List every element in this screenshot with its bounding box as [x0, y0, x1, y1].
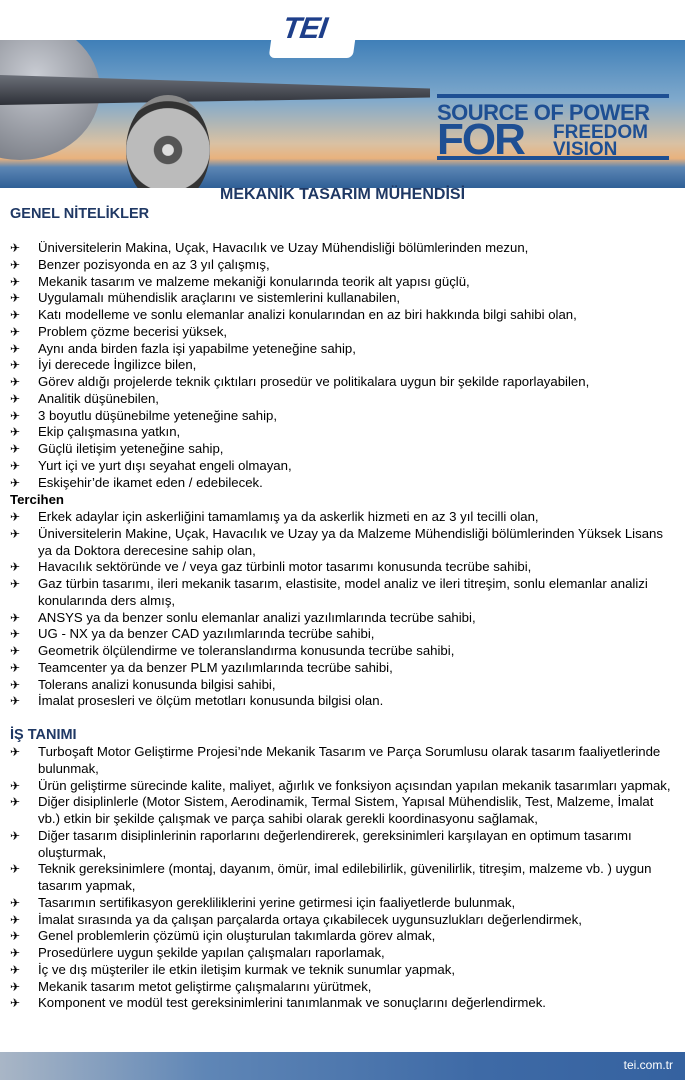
list-item-text: Prosedürlere uygun şekilde yapılan çalışmaları raporlamak, — [38, 945, 385, 960]
list-item-text: UG - NX ya da benzer CAD yazılımlarında tecrübe sahibi, — [38, 626, 375, 642]
airplane-icon: ✈ — [10, 408, 21, 423]
airplane-icon: ✈ — [10, 560, 21, 575]
list-item — [0, 794, 685, 828]
list-item-text: Eskişehir’de ikamet eden / edebilecek. — [38, 474, 263, 490]
list-item — [0, 928, 685, 945]
airplane-icon: ✈ — [10, 778, 21, 793]
airplane-icon: ✈ — [10, 745, 21, 759]
airplane-icon: ✈ — [10, 912, 21, 927]
list-item-text: Ekip çalışmasına yatkın, — [38, 424, 181, 440]
list-item-text: Turboşaft Motor Geliştirme Projesi’nde Mekanik Tasarım ve Parça Sorumlusu olarak tasarım faaliyetlerinde bulunmak, — [38, 744, 661, 776]
list-item — [0, 257, 685, 274]
airplane-icon: ✈ — [10, 425, 21, 440]
list-item — [0, 240, 685, 257]
list-item — [0, 458, 685, 475]
airplane-icon: ✈ — [10, 257, 21, 272]
airplane-icon: ✈ — [10, 828, 21, 843]
airplane-icon: ✈ — [10, 627, 21, 642]
list-item — [0, 610, 685, 627]
list-item-text: Komponent ve modül test gereksinimlerini tanımlanmak ve sonuçlarını değerlendirmek. — [38, 995, 546, 1011]
list-item — [0, 324, 685, 341]
list-item — [0, 391, 685, 408]
list-item-text: İyi derecede İngilizce bilen, — [38, 357, 197, 373]
list-item-text: Analitik düşünebilen, — [38, 390, 159, 406]
airplane-icon: ✈ — [10, 962, 21, 977]
airplane-icon: ✈ — [10, 644, 21, 658]
airplane-icon: ✈ — [10, 979, 21, 994]
list-item — [0, 693, 685, 710]
tercihen-list — [0, 509, 685, 710]
list-item — [0, 945, 685, 962]
list-item-text: Teamcenter ya da benzer PLM yazılımlarında tecrübe sahibi, — [38, 659, 393, 675]
list-item-text: ANSYS ya da benzer sonlu elemanlar analizi yazılımlarında tecrübe sahibi, — [38, 609, 476, 625]
airplane-icon: ✈ — [10, 391, 21, 406]
list-item-text: Mekanik tasarım metot geliştirme çalışmalarını yürütmek, — [38, 978, 372, 994]
list-item — [0, 962, 685, 979]
list-item-text: Teknik gereksinimlere (montaj, dayanım, ömür, imal edilebilirlik, güvenilirlik, titreşim, malzeme vb. ) uygun tasarım yapmak, — [38, 861, 652, 893]
list-item — [0, 274, 685, 291]
list-item-text: Güçlü iletişim yeteneğine sahip, — [38, 441, 224, 456]
airplane-wing — [0, 75, 430, 105]
list-item — [0, 895, 685, 912]
section-heading-tercihen: Tercihen — [10, 492, 64, 507]
airplane-icon: ✈ — [10, 358, 21, 373]
list-item — [0, 912, 685, 929]
airplane-icon: ✈ — [10, 291, 21, 306]
list-item — [0, 307, 685, 324]
footer-url: tei.com.tr — [623, 1058, 673, 1072]
airplane-icon: ✈ — [10, 996, 21, 1011]
list-item-text: Uygulamalı mühendislik araçlarını ve sistemlerini kullanabilen, — [38, 290, 401, 306]
list-item-text: İmalat sırasında ya da çalışan parçalarda ortaya çıkabilecek uygunsuzlukları değerlendirmek, — [38, 911, 582, 927]
list-item-text: Katı modelleme ve sonlu elemanlar analizi konularından en az biri hakkında bilgi sahibi olan, — [38, 307, 577, 322]
list-item-text: Benzer pozisyonda en az 3 yıl çalışmış, — [38, 256, 270, 272]
list-item-text: Yurt içi ve yurt dışı seyahat engeli olmayan, — [38, 457, 292, 473]
airplane-icon: ✈ — [10, 475, 21, 490]
airplane-icon: ✈ — [10, 510, 21, 524]
list-item-text: Tolerans analizi konusunda bilgisi sahibi, — [38, 676, 276, 692]
list-item-text: Mekanik tasarım ve malzeme mekaniği konularında teorik alt yapısı güçlü, — [38, 273, 470, 289]
list-item-text: Erkek adaylar için askerliğini tamamlamış ya da askerlik hizmeti en az 3 yıl tecilli olan, — [38, 509, 539, 524]
list-item — [0, 357, 685, 374]
list-item — [0, 408, 685, 425]
list-item-text: Geometrik ölçülendirme ve toleranslandırma konusunda tecrübe sahibi, — [38, 643, 455, 658]
genel-list — [0, 240, 685, 491]
list-item — [0, 778, 685, 795]
list-item — [0, 677, 685, 694]
list-item-text: Tasarımın sertifikasyon gerekliliklerini yerine getirmesi için faaliyetlerde bulunmak, — [38, 894, 516, 910]
airplane-icon: ✈ — [10, 694, 21, 709]
slogan-words: FREEDOM VISION — [553, 122, 648, 160]
list-item — [0, 744, 685, 778]
list-item — [0, 995, 685, 1012]
tei-logo: TEI — [269, 10, 360, 58]
list-item-text: Üniversitelerin Makine, Uçak, Havacılık ve Uzay ya da Malzeme Mühendisliği bölümlerinden Yüksek Lisans ya da Doktora derecesine sahip olan, — [38, 525, 663, 558]
list-item — [0, 341, 685, 358]
airplane-icon: ✈ — [10, 946, 21, 960]
list-item — [0, 290, 685, 307]
header-banner — [0, 40, 685, 188]
airplane-icon: ✈ — [10, 308, 21, 322]
airplane-icon: ✈ — [10, 610, 21, 625]
airplane-icon: ✈ — [10, 660, 21, 675]
slogan — [437, 94, 669, 164]
airplane-icon: ✈ — [10, 677, 21, 692]
list-item-text: Diğer tasarım disiplinlerinin raporlarını değerlendirerek, gereksinimleri karşılayan en optimum tasarımı oluşturmak, — [38, 827, 632, 860]
list-item — [0, 861, 685, 895]
list-item — [0, 979, 685, 996]
airplane-icon: ✈ — [10, 895, 21, 910]
list-item — [0, 559, 685, 576]
airplane-icon: ✈ — [10, 862, 21, 877]
list-item-text: Aynı anda birden fazla işi yapabilme yeteneğine sahip, — [38, 340, 356, 356]
list-item-text: Problem çözme becerisi yüksek, — [38, 323, 228, 339]
is-tanimi-list — [0, 744, 685, 1012]
airplane-icon: ✈ — [10, 375, 21, 389]
list-item-text: Gaz türbin tasarımı, ileri mekanik tasarım, elastisite, model analiz ve ileri titreşim, sonlu elemanlar analizi konularında ders almış, — [38, 576, 648, 608]
list-item-text: 3 boyutlu düşünebilme yeteneğine sahip, — [38, 407, 278, 423]
list-item-text: Görev aldığı projelerde teknik çıktıları prosedür ve politikalara uygun bir şekilde raporlayabilen, — [38, 374, 590, 389]
slogan-line1: SOURCE OF POWER — [437, 100, 650, 125]
airplane-icon: ✈ — [10, 929, 21, 944]
airplane-icon: ✈ — [10, 274, 21, 289]
list-item-text: İç ve dış müşteriler ile etkin iletişim kurmak ve teknik sunumlar yapmak, — [38, 961, 456, 977]
list-item — [0, 660, 685, 677]
list-item — [0, 374, 685, 391]
airplane-icon: ✈ — [10, 442, 21, 456]
list-item — [0, 475, 685, 492]
list-item — [0, 509, 685, 526]
list-item — [0, 441, 685, 458]
section-heading-genel: GENEL NİTELİKLER — [10, 206, 150, 222]
list-item — [0, 526, 685, 560]
list-item — [0, 424, 685, 441]
airplane-icon: ✈ — [10, 324, 21, 339]
jet-engine-image — [126, 95, 210, 188]
airplane-icon: ✈ — [10, 577, 21, 591]
footer-banner — [0, 1052, 685, 1080]
list-item-text: Diğer disiplinlerle (Motor Sistem, Aerodinamik, Termal Sistem, Yapısal Mühendislik, Test, Malzeme, İmalat vb.) etkin bir şekilde çalışmak ve parça sahibi olarak gerekli koordinasyonu sağlamak, — [38, 794, 654, 826]
slogan-for: FOR — [437, 115, 524, 164]
list-item — [0, 626, 685, 643]
list-item — [0, 643, 685, 660]
page-title: MEKANİK TASARIM MÜHENDİSİ — [219, 186, 466, 203]
list-item — [0, 828, 685, 862]
list-item-text: Genel problemlerin çözümü için oluşturulan takımlarda görev almak, — [38, 928, 436, 944]
list-item — [0, 576, 685, 610]
list-item-text: Üniversitelerin Makina, Uçak, Havacılık ve Uzay Mühendisliği bölümlerinden mezun, — [38, 240, 529, 255]
airplane-icon: ✈ — [10, 341, 21, 356]
airplane-icon: ✈ — [10, 526, 21, 541]
list-item-text: İmalat prosesleri ve ölçüm metotları konusunda bilgisi olan. — [38, 693, 384, 709]
section-heading-is-tanimi: İŞ TANIMI — [10, 727, 77, 743]
airplane-icon: ✈ — [10, 795, 21, 810]
airplane-icon: ✈ — [10, 241, 21, 255]
airplane-icon: ✈ — [10, 458, 21, 473]
list-item-text: Ürün geliştirme sürecinde kalite, maliyet, ağırlık ve fonksiyon açısından yapılan mekanik tasarımları yapmak, — [38, 777, 671, 793]
list-item-text: Havacılık sektöründe ve / veya gaz türbinli motor tasarımı konusunda tecrübe sahibi, — [38, 559, 532, 575]
